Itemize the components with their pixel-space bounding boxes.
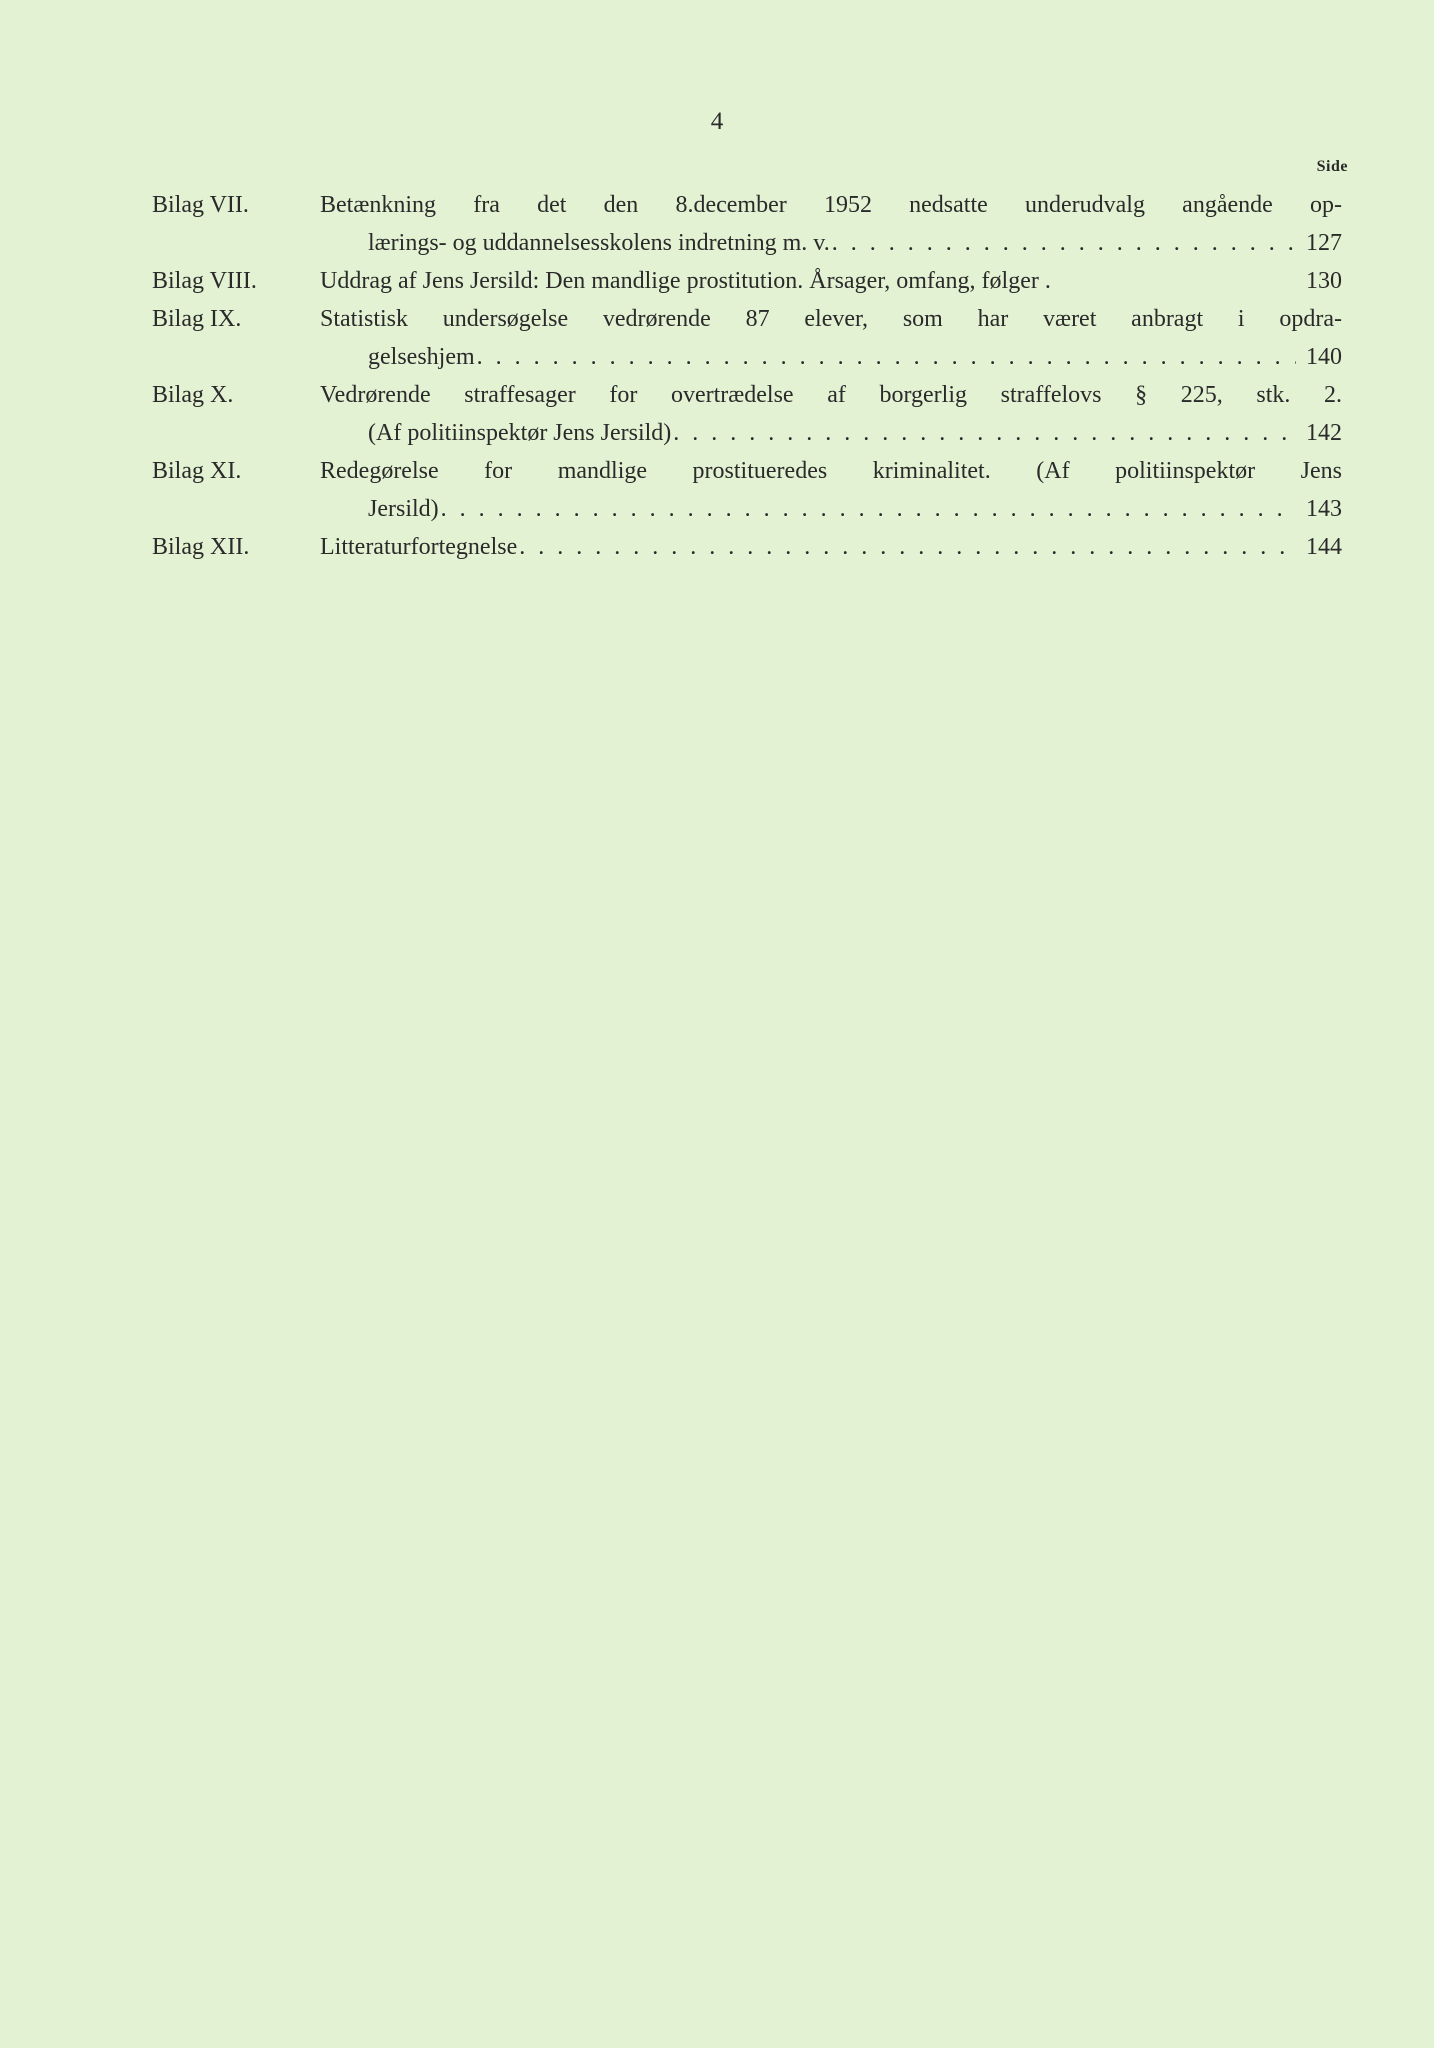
- entry-label: Bilag XII.: [152, 534, 250, 560]
- entry-label: Bilag VII.: [152, 192, 249, 218]
- entry-label: Bilag VIII.: [152, 268, 257, 294]
- entry-last-line: [320, 224, 1342, 262]
- entry-text-line: gelseshjem: [368, 344, 475, 370]
- page-number: 4: [710, 108, 724, 135]
- entry-text-line: Betænkning fra det den 8.december 1952 nedsatte underudvalg angående op-: [320, 192, 1342, 218]
- entry-last-line: [320, 528, 1342, 566]
- entry-text-line: Uddrag af Jens Jersild: Den mandlige prostitution. Årsager, omfang, følger .: [320, 268, 1051, 294]
- entry-page-number: 130: [1306, 268, 1342, 294]
- toc-entry-bilag-ix: [152, 300, 1342, 376]
- entry-label: Bilag XI.: [152, 458, 242, 484]
- entry-last-line: [320, 414, 1342, 452]
- entry-page-number: 127: [1306, 230, 1342, 256]
- dot-leader: [475, 338, 1296, 376]
- dot-leader: [517, 528, 1296, 566]
- entry-last-line: [320, 338, 1342, 376]
- toc-entry-bilag-xii: [152, 528, 1342, 566]
- entry-page-number: 142: [1306, 420, 1342, 446]
- toc-entry-bilag-xi: [152, 452, 1342, 528]
- entry-text-line: Litteraturfortegnelse: [320, 534, 518, 560]
- entry-page-number: 144: [1306, 534, 1342, 560]
- entry-page-number: 140: [1306, 344, 1342, 370]
- entry-text-line: Redegørelse for mandlige prostitueredes kriminalitet. (Af politiinspektør Jens: [320, 458, 1342, 484]
- entry-text-line: Vedrørende straffesager for overtrædelse af borgerlig straffelovs § 225, stk. 2.: [320, 382, 1342, 408]
- entry-label: Bilag IX.: [152, 306, 242, 332]
- entry-label: Bilag X.: [152, 382, 234, 408]
- entry-text-line: Jersild): [368, 496, 439, 522]
- entry-last-line: [320, 262, 1342, 300]
- entry-page-number: 143: [1306, 496, 1342, 522]
- dot-leader: [671, 414, 1296, 452]
- entry-text-line: Statistisk undersøgelse vedrørende 87 elever, som har været anbragt i opdra-: [320, 306, 1342, 332]
- side-column-label: Side: [1316, 158, 1348, 175]
- entry-text-line: lærings- og uddannelsesskolens indretning m. v.: [368, 230, 830, 256]
- toc-entry-bilag-vii: [152, 186, 1342, 262]
- toc-entry-bilag-x: [152, 376, 1342, 452]
- toc-entry-bilag-viii: [152, 262, 1342, 300]
- dot-leader: [439, 490, 1296, 528]
- dot-leader: [830, 224, 1296, 262]
- entry-text-line: (Af politiinspektør Jens Jersild): [368, 420, 672, 446]
- entry-last-line: [320, 490, 1342, 528]
- table-of-contents: [152, 186, 1342, 566]
